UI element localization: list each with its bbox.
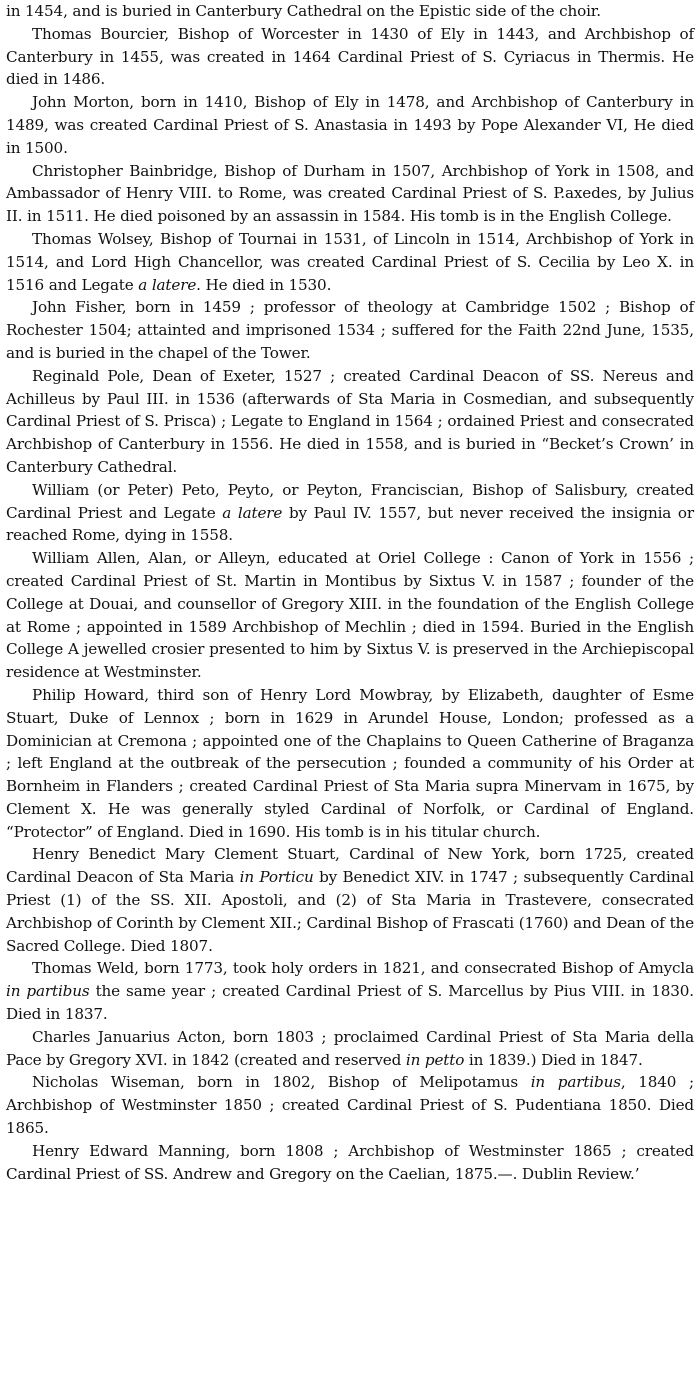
text-run: in 1454, and is buried in Canterbury Cathedral on the Epistic side of the choir. bbox=[6, 2, 601, 20]
text-run: Henry Edward Manning, born 1808 ; Archbishop of Westminster 1865 ; created Cardinal Priest of SS. Andrew and Gregory on the Caelian, 1875.—. Dublin Review.’ bbox=[6, 1141, 694, 1183]
paragraph-cont bbox=[6, 0, 694, 23]
italic-phrase: a latere bbox=[138, 275, 197, 294]
text-run: John Morton, born in 1410, Bishop of Ely in 1478, and Archbishop of Canterbury in 1489, was created Cardinal Priest of S. Anastasia in 1493 by Pope Alexander VI, He died in 1500. bbox=[6, 93, 694, 157]
text-run: by Paul IV. 1557, but never received the insignia or reached Rome, dying in 1558. bbox=[6, 503, 694, 545]
italic-phrase: in Porticu bbox=[239, 868, 314, 887]
text-run: Reginald Pole, Dean of Exeter, 1527 ; created Cardinal Deacon of SS. Nereus and Achilleus by Paul III. in 1536 (afterwards of Sta Maria in Cosmedian, and subsequently Cardinal Priest of S. Prisca) ; Legate to England in 1564 ; ordained Priest and consecrated Archbishop of Canterbury in 1556. He died in 1558, and is buried in “Becket’s Crown’ in Canterbury Cathedral. bbox=[6, 366, 694, 476]
paragraph-bourcier bbox=[6, 23, 694, 91]
text-run: in 1839.) Died in 1847. bbox=[464, 1050, 643, 1069]
text-run: Philip Howard, third son of Henry Lord Mowbray, by Elizabeth, daughter of Esme Stuart, Duke of Lennox ; born in 1629 in Arundel House, London; professed as a Dominician at Cremona ; appointed one of the Chaplains to Queen Catherine of Braganza ; left England at the outbreak of the persecution ; founded a community of his Order at Bornheim in Flanders ; created Cardinal Priest of Sta Maria supra Minervam in 1675, by Clement X. He was generally styled Cardinal of Norfolk, or Cardinal of England. “Protector” of England. Died in 1690. His tomb is in his titular church. bbox=[6, 685, 694, 841]
paragraph-weld bbox=[6, 957, 694, 1025]
text-run: by Benedict XIV. in 1747 ; subsequently Cardinal Priest (1) of the SS. XII. Apostoli, and (2) of Sta Maria in Trastevere, consecrated Archbishop of Corinth by Clement XII.; Cardinal Bishop of Frascati (1760) and Dean of the Sacred College. Died 1807. bbox=[6, 868, 694, 955]
paragraph-stuart bbox=[6, 843, 694, 957]
text-run: Henry Benedict Mary Clement Stuart, Cardinal of New York, born 1725, created Cardinal Deacon of Sta Maria bbox=[6, 845, 694, 887]
text-run: William Allen, Alan, or Alleyn, educated at Oriel College : Canon of York in 1556 ; created Cardinal Priest of St. Martin in Montibus by Sixtus V. in 1587 ; founder of the College at Douai, and counsellor of Gregory XIII. in the foundation of the English College at Rome ; appointed in 1589 Archbishop of Mechlin ; died in 1594. Buried in the English College A jewelled crosier presented to him by Sixtus V. is preserved in the Archiepiscopal residence at Westminster. bbox=[6, 549, 694, 682]
paragraph-morton bbox=[6, 91, 694, 159]
paragraph-bainbridge bbox=[6, 160, 694, 228]
text-run: . He died in 1530. bbox=[196, 275, 332, 294]
text-run: John Fisher, born in 1459 ; professor of theology at Cambridge 1502 ; Bishop of Rochester 1504; attainted and imprisoned 1534 ; suffered for the Faith 22nd June, 1535, and is buried in the chapel of the Tower. bbox=[6, 298, 694, 362]
text-run: Nicholas Wiseman, born in 1802, Bishop of Melipotamus bbox=[32, 1073, 531, 1092]
text-run: the same year ; created Cardinal Priest of S. Marcellus by Pius VIII. in 1830. Died in 1837. bbox=[6, 982, 694, 1024]
paragraph-acton bbox=[6, 1026, 694, 1072]
paragraph-fisher bbox=[6, 296, 694, 364]
text-run: William (or Peter) Peto, Peyto, or Peyton, Franciscian, Bishop of Salisbury, created Cardinal Priest and Legate bbox=[6, 480, 694, 522]
paragraph-peto bbox=[6, 479, 694, 547]
italic-phrase: in petto bbox=[405, 1050, 465, 1069]
text-run: Thomas Wolsey, Bishop of Tournai in 1531, of Lincoln in 1514, Archbishop of York in 1514, and Lord High Chancellor, was created Cardinal Priest of S. Cecilia by Leo X. in 1516 and Legate bbox=[6, 229, 694, 294]
italic-phrase: in partibus bbox=[6, 982, 90, 1001]
paragraph-wiseman bbox=[6, 1071, 694, 1139]
paragraph-howard bbox=[6, 684, 694, 844]
paragraph-manning bbox=[6, 1140, 694, 1186]
italic-phrase: a latere bbox=[222, 503, 283, 522]
text-run: Thomas Weld, born 1773, took holy orders in 1821, and consecrated Bishop of Amycla bbox=[32, 959, 694, 978]
text-run: Charles Januarius Acton, born 1803 ; proclaimed Cardinal Priest of Sta Maria della Pace by Gregory XVI. in 1842 (created and reserved bbox=[6, 1027, 694, 1069]
italic-phrase: in partibus bbox=[530, 1073, 621, 1092]
paragraph-pole bbox=[6, 365, 694, 479]
text-run: , 1840 ; Archbishop of Westminster 1850 ; created Cardinal Priest of S. Pudentiana 1850. Died 1865. bbox=[6, 1073, 694, 1138]
text-run: Thomas Bourcier, Bishop of Worcester in 1430 of Ely in 1443, and Archbishop of Canterbury in 1455, was created in 1464 Cardinal Priest of S. Cyriacus in Thermis. He died in 1486. bbox=[6, 24, 694, 89]
paragraph-wolsey bbox=[6, 228, 694, 296]
text-run: Christopher Bainbridge, Bishop of Durham in 1507, Archbishop of York in 1508, and Ambassador of Henry VIII. to Rome, was created Cardinal Priest of S. P.axedes, by Julius II. in 1511. He died poisoned by an assassin in 1584. His tomb is in the English College. bbox=[6, 161, 694, 226]
paragraph-allen bbox=[6, 547, 694, 684]
